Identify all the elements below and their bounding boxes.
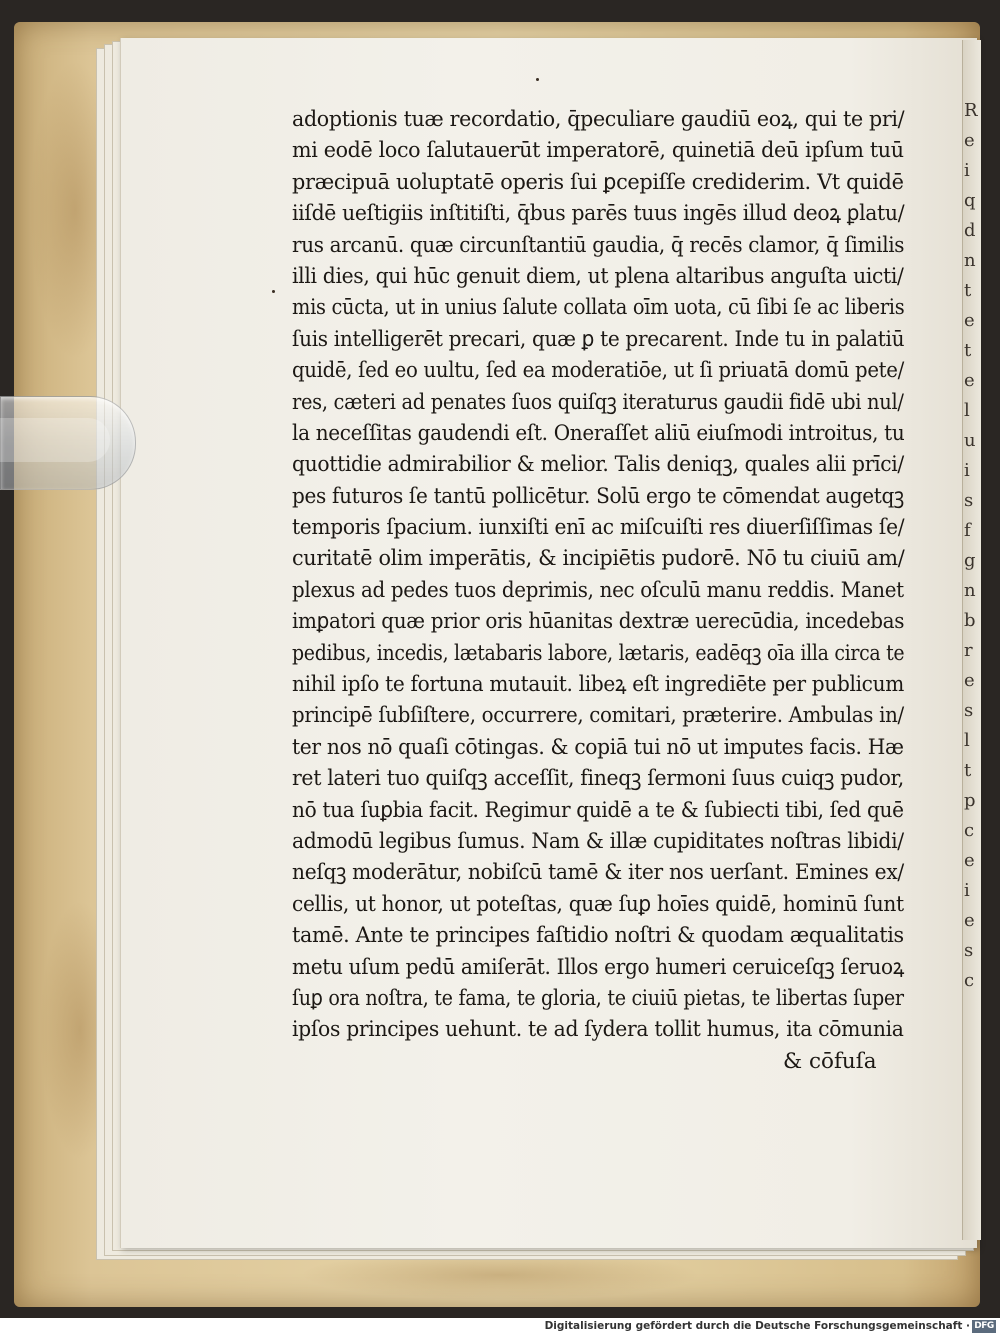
next-page-letter: b xyxy=(964,610,976,631)
text-line: pedibus, incedis, lætabaris labore, lætaris, eadēqꝫ oīa illa circa te xyxy=(292,640,905,666)
text-line: illi dies, qui hūc genuit diem, ut plena altaribus anguſta uicti/ xyxy=(292,263,904,289)
text-line: quidē, ſed eo uultu, ſed ea moderatiōe, ut ſi priuatā domū pete/ xyxy=(292,358,904,384)
page-clip-highlight xyxy=(0,418,110,462)
next-page-letter: d xyxy=(964,220,976,241)
ink-speck xyxy=(536,78,539,81)
text-line: ret lateri tuo quiſqꝫ acceſſit, fineqꝫ ſermoni ſuus cuiqꝫ pudor, xyxy=(292,766,904,792)
text-line: pes futuros ſe tantū pollicētur. Solū ergo te cōmendat augetqꝫ xyxy=(292,483,904,509)
text-line: res, cæteri ad penates ſuos quiſqꝫ iteraturus gaudii fidē ubi nul/ xyxy=(292,389,904,415)
next-page-letter: n xyxy=(964,250,976,271)
next-page-letter: i xyxy=(964,460,970,481)
next-page-letter: p xyxy=(964,790,976,811)
ink-speck xyxy=(272,290,275,293)
text-line: la neceſſitas gaudendi eſt. Oneraſſet aliū eiuſmodi introitus, tu xyxy=(292,420,905,446)
next-page-letter: s xyxy=(964,940,974,961)
next-page-letter: e xyxy=(964,310,975,331)
text-line: iiſdē ueſtigiis inſtitiſti, q̄bus parēs tuus ingēs illud deoꝝ ꝑlatu/ xyxy=(292,201,905,227)
next-page-letter: u xyxy=(964,430,976,451)
text-line: ſuis intelligerēt precari, quæ ꝑ te precarent. Inde tu in palatiū xyxy=(292,326,905,352)
text-line: ter nos nō quaſi cōtingas. & copiā tui nō ut imputes facis. Hæ xyxy=(292,734,904,760)
next-page-letter: l xyxy=(964,400,970,421)
text-line: plexus ad pedes tuos deprimis, nec oſculū manu reddis. Manet xyxy=(292,577,904,603)
next-page-letter: t xyxy=(964,760,972,781)
dfg-logo: DFG xyxy=(972,1320,996,1333)
next-page-letter: t xyxy=(964,280,972,301)
text-line: principē ſubſiſtere, occurrere, comitari, præterire. Ambulas in/ xyxy=(292,703,904,729)
next-page-letter: f xyxy=(964,520,971,541)
next-page-letter: c xyxy=(964,970,975,991)
text-line: rus arcanū. quæ circunſtantiū gaudia, q̄ recēs clamor, q̄ ſimilis xyxy=(292,232,905,258)
text-line: nō tua ſuꝑbia facit. Regimur quidē a te & ſubiecti tibi, ſed quē xyxy=(292,797,904,823)
text-line: tamē. Ante te principes faſtidio noſtri & quodam æqualitatis xyxy=(292,923,904,949)
next-page-letters xyxy=(964,96,980,996)
next-page-letter: s xyxy=(964,700,974,721)
next-page-letter: q xyxy=(964,190,976,211)
text-line: mi eodē loco ſalutauerūt imperatorē, quinetiā deū ipſum tuū xyxy=(292,138,904,164)
page-text-block xyxy=(292,104,912,1046)
next-page-letter: n xyxy=(964,580,976,601)
catchword: & cōfuſa xyxy=(783,1049,877,1074)
next-page-letter: R xyxy=(964,100,978,121)
next-page-letter: e xyxy=(964,370,975,391)
text-line: admodū legibus ſumus. Nam & illæ cupiditates noſtras libidi/ xyxy=(292,828,904,854)
text-line: præcipuā uoluptatē operis ſui ꝑcepiſſe crediderim. Vt quidē xyxy=(292,169,904,195)
next-page-letter: l xyxy=(964,730,970,751)
next-page-letter: r xyxy=(964,640,973,661)
text-line: temporis ſpacium. iunxiſti enī ac miſcuiſti res diuerſiſſimas ſe/ xyxy=(292,515,905,541)
text-line: curitatē olim imperātis, & incipiētis pudorē. Nō tu ciuiū am/ xyxy=(292,546,905,572)
next-page-letter: e xyxy=(964,910,975,931)
text-line: quottidie admirabilior & melior. Talis deniqꝫ, quales alii prīci/ xyxy=(292,452,904,478)
next-page-letter: c xyxy=(964,820,975,841)
text-line: mis cūcta, ut in unius ſalute collata oīm uota, cū ſibi ſe ac liberis xyxy=(292,295,905,321)
next-page-letter: t xyxy=(964,340,972,361)
text-line: imꝑatori quæ prior oris hūanitas dextræ uerecūdia, incedebas xyxy=(292,609,905,635)
text-line: cellis, ut honor, ut poteſtas, quæ ſuꝑ hoīes quidē, hominū ſunt xyxy=(292,891,904,917)
next-page-letter: e xyxy=(964,670,975,691)
text-line: metu uſum pedū amiſerāt. Illos ergo humeri ceruiceſqꝫ ſeruoꝝ xyxy=(292,954,905,980)
next-page-letter: i xyxy=(964,160,970,181)
footer-credit: Digitalisierung gefördert durch die Deutsche Forschungsgemeinschaft · xyxy=(544,1320,970,1332)
text-line: ſuꝑ ora noſtra, te fama, te gloria, te ciuiū pietas, te libertas ſuper xyxy=(292,985,904,1011)
text-line: adoptionis tuæ recordatio, q̄peculiare gaudiū eoꝝ, qui te pri/ xyxy=(292,107,905,132)
next-page-letter: e xyxy=(964,850,975,871)
next-page-letter: s xyxy=(964,490,974,511)
next-page-letter: i xyxy=(964,880,970,901)
next-page-letter: e xyxy=(964,130,975,151)
text-line: ipſos principes uehunt. te ad ſydera tollit humus, ita cōmunia xyxy=(292,1017,904,1043)
next-page-letter: g xyxy=(964,550,976,571)
text-line: neſqꝫ moderātur, nobiſcū tamē & iter nos uerſant. Emines ex/ xyxy=(292,860,904,886)
text-line: nihil ipſo te fortuna mutauit. libeꝝ eſt ingrediēte per publicum xyxy=(292,672,904,698)
